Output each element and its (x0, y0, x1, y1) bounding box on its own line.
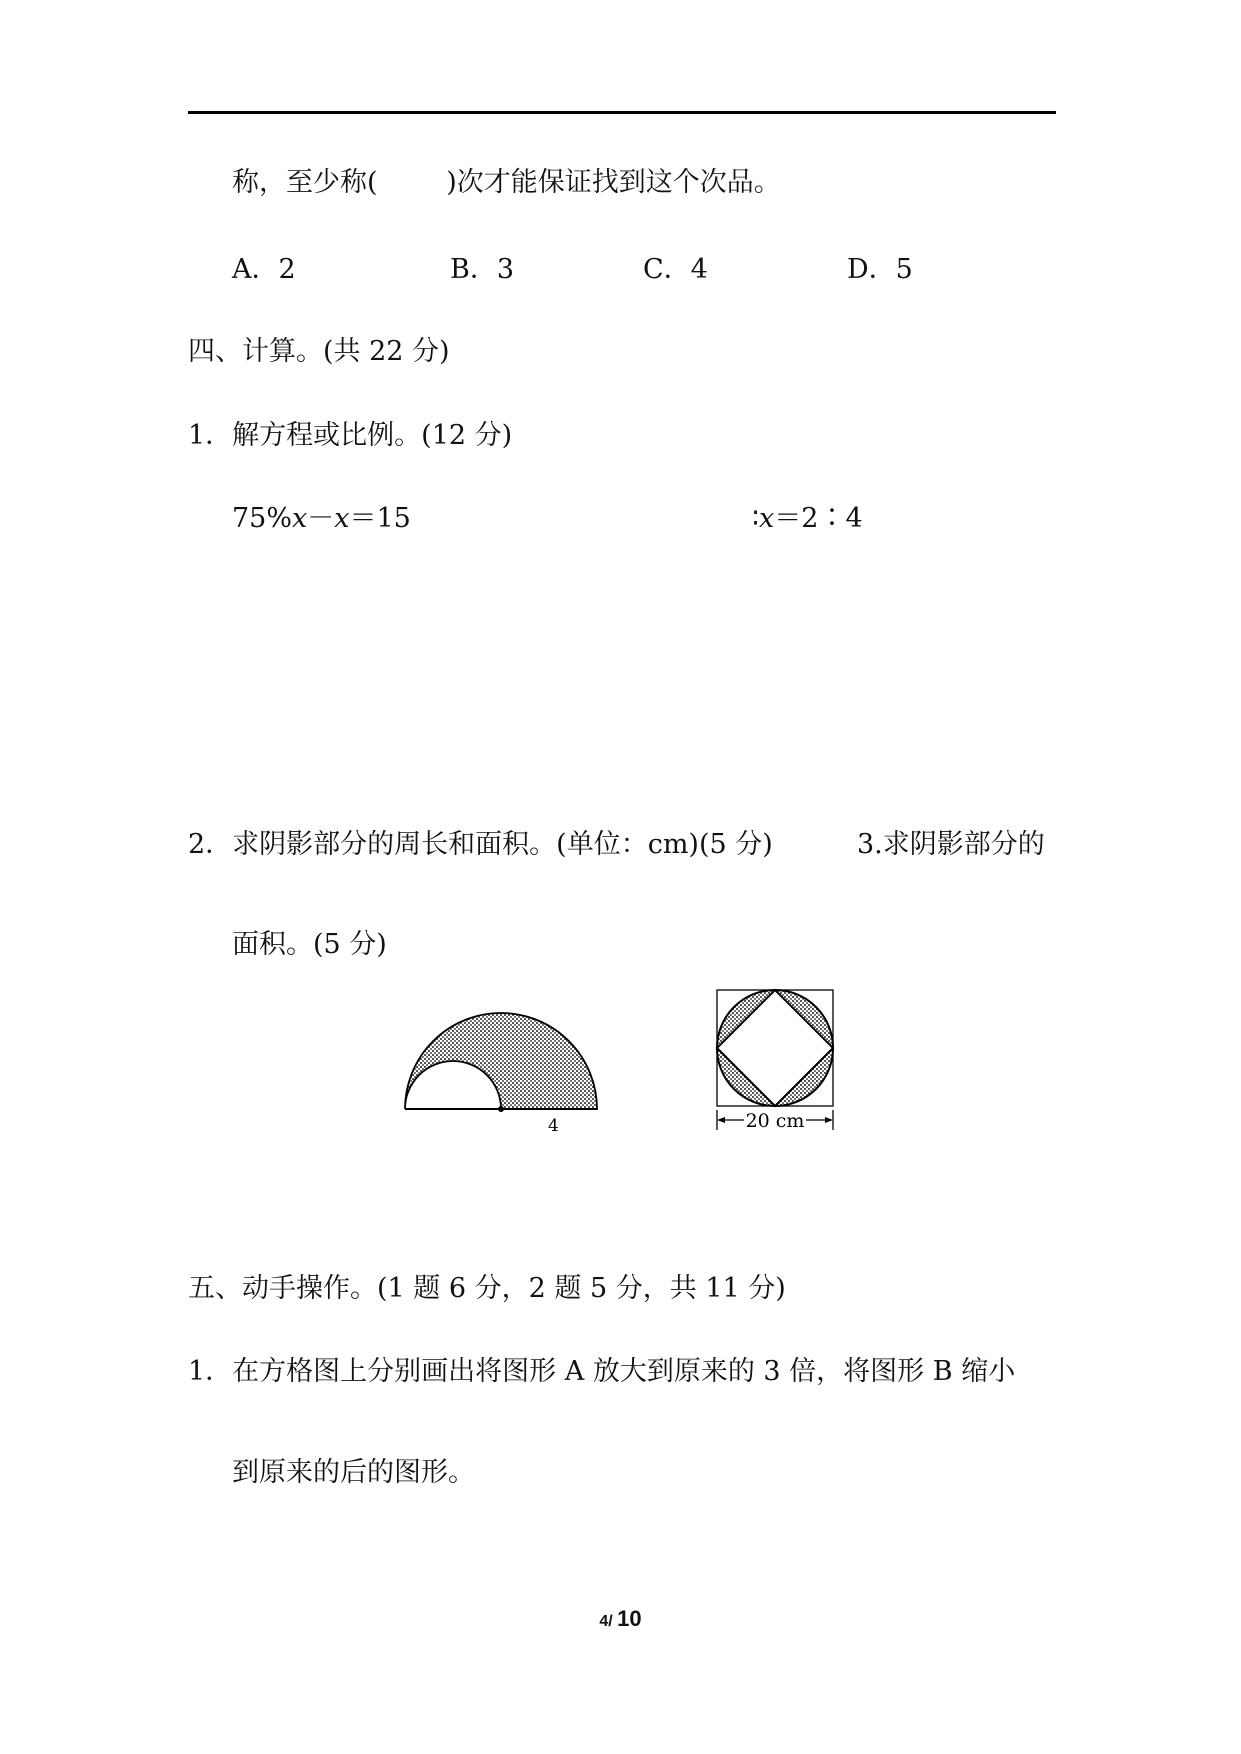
semicircle-figure (400, 1002, 610, 1142)
header-rule (188, 111, 1056, 114)
question-5-1-line-2: 到原来的后的图形。 (232, 1457, 475, 1488)
page-number: 4/ 10 (599, 1606, 642, 1631)
option-b: B．3 (450, 254, 515, 285)
section-4-title: 四、计算。(共 22 分) (188, 336, 450, 367)
equation-2: ∶x＝2∶4 (752, 503, 863, 534)
equation-1: 75%x－x＝15 (232, 503, 411, 534)
question-1-title: 1．解方程或比例。(12 分) (188, 420, 513, 451)
circle-square-figure (712, 988, 842, 1136)
option-c: C．4 (643, 254, 708, 285)
question-5-1-line-1: 1．在方格图上分别画出将图形 A 放大到原来的 3 倍，将图形 B 缩小 (188, 1356, 1016, 1387)
question-3-title-end: 面积。(5 分) (232, 929, 387, 960)
question-3-title-start: 3.求阴影部分的 (857, 829, 1045, 860)
option-d: D．5 (847, 254, 913, 285)
question-tail: 称，至少称( )次才能保证找到这个次品。 (232, 167, 781, 198)
option-a: A．2 (232, 254, 296, 285)
semicircle-label: 4 (548, 1116, 559, 1136)
circle-square-label: 20 cm (745, 1110, 805, 1132)
section-5-title: 五、动手操作。(1 题 6 分，2 题 5 分，共 11 分) (188, 1273, 786, 1304)
question-2-title: 2．求阴影部分的周长和面积。(单位：cm)(5 分) (188, 829, 773, 860)
